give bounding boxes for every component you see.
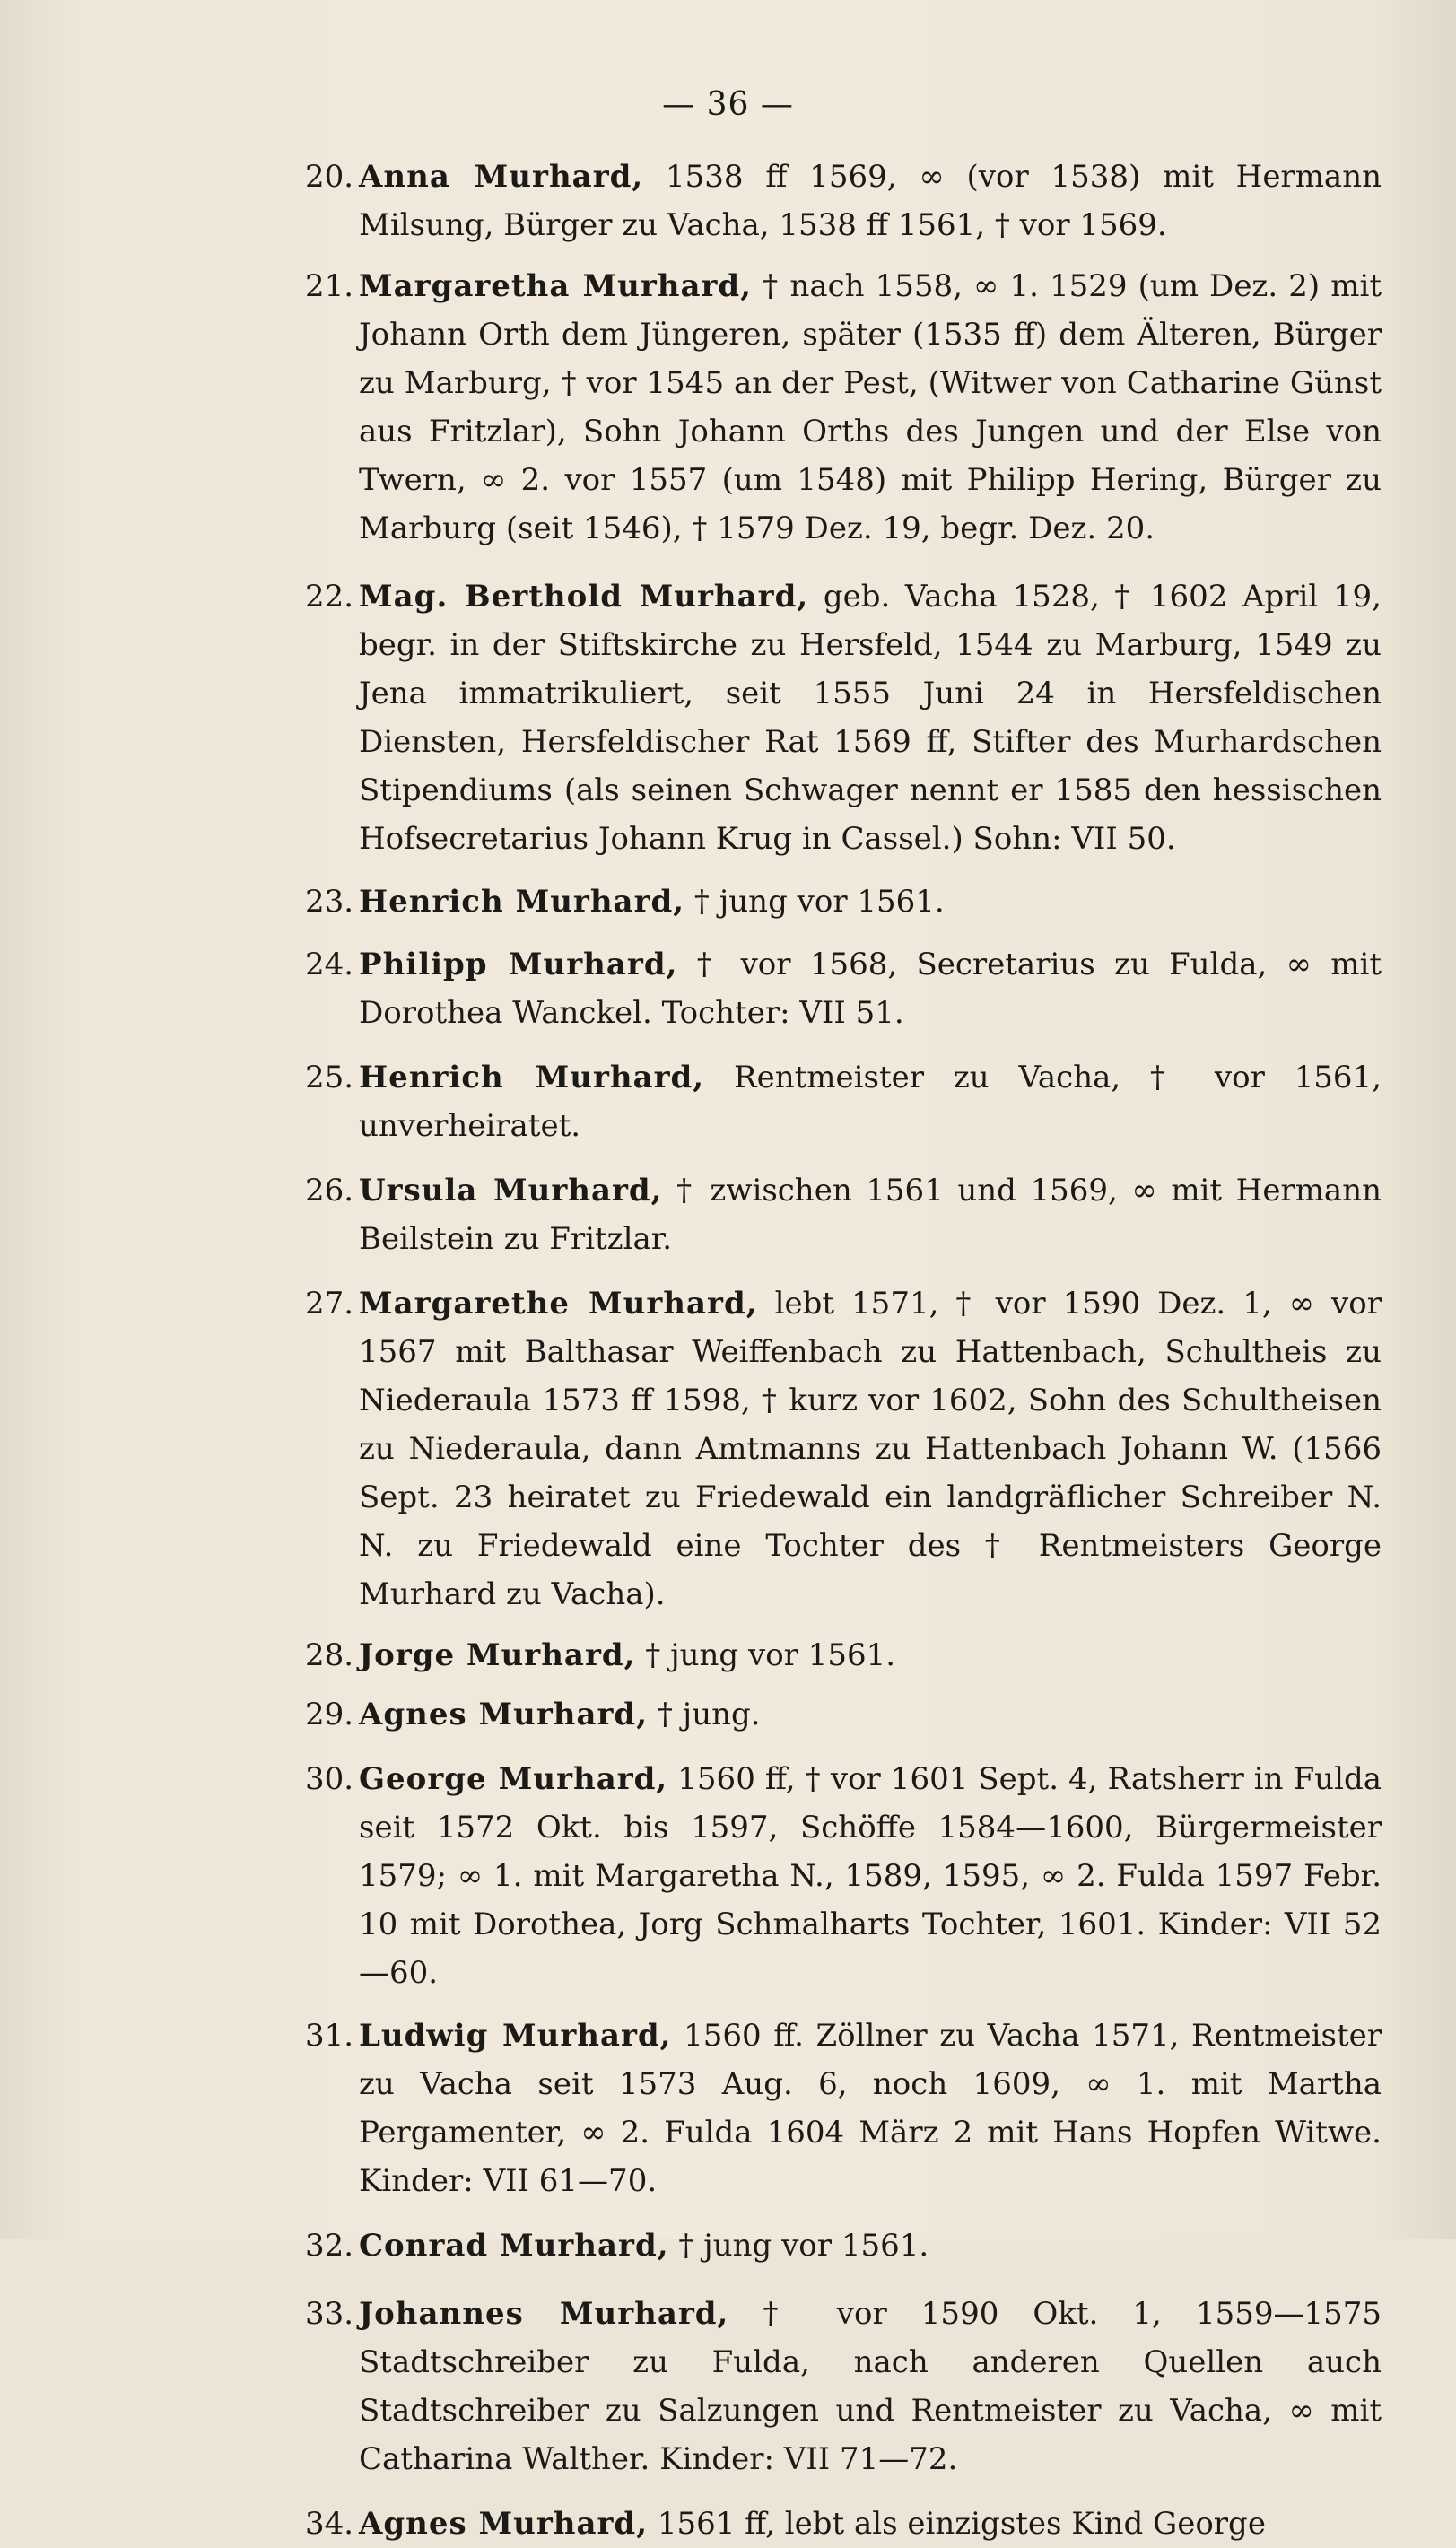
- entry-name: Margaretha Murhard,: [359, 268, 753, 304]
- entry-number: 28.: [305, 1637, 354, 1673]
- entry-33: [305, 2290, 1382, 2483]
- entry-text: Rentmeister zu Vacha, † vor 1561, unverheiratet.: [359, 1060, 1382, 1144]
- entry-text: geb. Vacha 1528, † 1602 April 19, begr. in der Stiftskirche zu Hersfeld, 1544 zu Marburg, 1549 zu Jena immatrikuliert, seit 1555 Juni 24 in Hersfeldischen Diensten, Hersfeldischer Rat 1569 ff, Stifter des Murhardschen Stipendiums (als seinen Schwager nennt er 1585 den hessischen Hofsecretarius Johann Krug in Cassel.) Sohn: VII 50.: [359, 579, 1382, 857]
- page-number: — 36 —: [662, 86, 794, 123]
- entry-number: 21.: [305, 268, 354, 304]
- entry-name: Ursula Murhard,: [359, 1173, 663, 1209]
- entry-29: [305, 1690, 1382, 1739]
- entry-number: 23.: [305, 884, 354, 920]
- entry-text: † zwischen 1561 und 1569, ∞ mit Hermann Beilstein zu Fritzlar.: [359, 1173, 1382, 1257]
- entry-22: [305, 572, 1382, 863]
- entry-name: Ludwig Murhard,: [359, 2018, 672, 2054]
- entry-text: 1560 ff, † vor 1601 Sept. 4, Ratsherr in Fulda seit 1572 Okt. bis 1597, Schöffe 1584—1600, Bürgermeister 1579; ∞ 1. mit Margaretha N., 1589, 1595, ∞ 2. Fulda 1597 Febr. 10 mit Dorothea, Jorg Schmalharts Tochter, 1601. Kinder: VII 52—60.: [359, 1761, 1382, 1991]
- entry-text: † jung vor 1561.: [678, 2228, 929, 2264]
- entry-23: [305, 877, 1382, 926]
- entry-number: 32.: [305, 2228, 354, 2264]
- entry-number: 34.: [305, 2506, 354, 2542]
- entry-number: 25.: [305, 1060, 354, 1095]
- entry-25: [305, 1053, 1382, 1150]
- entry-number: 24.: [305, 947, 354, 982]
- entry-name: Margarethe Murhard,: [359, 1286, 758, 1322]
- entry-number: 30.: [305, 1761, 354, 1797]
- entry-name: Conrad Murhard,: [359, 2228, 669, 2264]
- entry-text: † jung vor 1561.: [693, 884, 945, 920]
- entry-name: Agnes Murhard,: [359, 2506, 649, 2542]
- entry-name: Henrich Murhard,: [359, 884, 685, 920]
- entry-text: 1538 ff 1569, ∞ (vor 1538) mit Hermann Milsung, Bürger zu Vacha, 1538 ff 1561, † vor 1569.: [359, 159, 1382, 243]
- entry-name: George Murhard,: [359, 1761, 668, 1797]
- entry-30: [305, 1755, 1382, 1997]
- entry-number: 31.: [305, 2018, 354, 2054]
- entry-21: [305, 262, 1382, 553]
- entry-name: Mag. Berthold Murhard,: [359, 579, 809, 615]
- entry-34: [305, 2500, 1382, 2548]
- entry-text: † jung.: [657, 1697, 761, 1732]
- entry-text: † nach 1558, ∞ 1. 1529 (um Dez. 2) mit Johann Orth dem Jüngeren, später (1535 ff) dem Älteren, Bürger zu Marburg, † vor 1545 an der Pest, (Witwer von Catharine Günst aus Fritzlar), Sohn Johann Orths des Jungen und der Else von Twern, ∞ 2. vor 1557 (um 1548) mit Philipp Hering, Bürger zu Marburg (seit 1546), † 1579 Dez. 19, begr. Dez. 20.: [359, 268, 1382, 546]
- entry-26: [305, 1166, 1382, 1263]
- entry-number: 22.: [305, 579, 354, 615]
- entry-text: lebt 1571, † vor 1590 Dez. 1, ∞ vor 1567 mit Balthasar Weiffenbach zu Hattenbach, Schultheis zu Niederaula 1573 ff 1598, † kurz vor 1602, Sohn des Schultheisen zu Niederaula, dann Amtmanns zu Hattenbach Johann W. (1566 Sept. 23 heiratet zu Friedewald ein landgräflicher Schreiber N. N. zu Friedewald eine Tochter des † Rentmeisters George Murhard zu Vacha).: [359, 1286, 1382, 1612]
- entry-text: † vor 1590 Okt. 1, 1559—1575 Stadtschreiber zu Fulda, nach anderen Quellen auch Stadtschreiber zu Salzungen und Rentmeister zu Vacha, ∞ mit Catharina Walther. Kinder: VII 71—72.: [359, 2296, 1382, 2477]
- entry-name: Philipp Murhard,: [359, 947, 678, 982]
- entry-32: [305, 2221, 1382, 2270]
- entry-text: † jung vor 1561.: [645, 1637, 896, 1673]
- entry-name: Henrich Murhard,: [359, 1060, 705, 1095]
- entry-number: 29.: [305, 1697, 354, 1732]
- entry-24: [305, 940, 1382, 1037]
- entry-number: 20.: [305, 159, 354, 195]
- entry-number: 33.: [305, 2296, 354, 2332]
- entry-27: [305, 1279, 1382, 1619]
- entry-name: Jorge Murhard,: [359, 1637, 636, 1673]
- entry-text: † vor 1568, Secretarius zu Fulda, ∞ mit Dorothea Wanckel. Tochter: VII 51.: [359, 947, 1382, 1031]
- entry-31: [305, 2011, 1382, 2205]
- entry-28: [305, 1631, 1382, 1680]
- entry-name: Agnes Murhard,: [359, 1697, 649, 1732]
- entry-text: 1561 ff, lebt als einzigstes Kind George: [657, 2506, 1266, 2542]
- entry-text: 1560 ff. Zöllner zu Vacha 1571, Rentmeister zu Vacha seit 1573 Aug. 6, noch 1609, ∞ 1. mit Martha Pergamenter, ∞ 2. Fulda 1604 März 2 mit Hans Hopfen Witwe. Kinder: VII 61—70.: [359, 2018, 1382, 2199]
- entry-name: Anna Murhard,: [359, 159, 644, 195]
- entry-name: Johannes Murhard,: [359, 2296, 729, 2332]
- entry-number: 27.: [305, 1286, 354, 1322]
- genealogy-entries: [305, 153, 1382, 2548]
- entry-number: 26.: [305, 1173, 354, 1209]
- entry-20: [305, 153, 1382, 249]
